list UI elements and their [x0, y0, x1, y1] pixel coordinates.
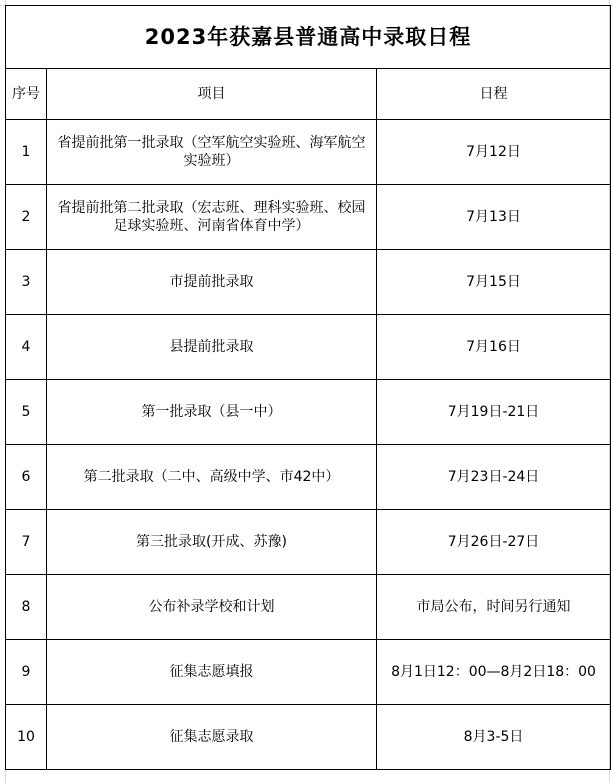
header-date[interactable]: 日程	[377, 69, 611, 120]
cell-no[interactable]: 2	[6, 185, 47, 250]
cell-no[interactable]: 3	[6, 250, 47, 315]
cell-item[interactable]: 征集志愿录取	[47, 705, 377, 770]
cell-item[interactable]: 第二批录取（二中、高级中学、市42中）	[47, 445, 377, 510]
table-row	[6, 250, 611, 315]
cell-item[interactable]: 第一批录取（县一中）	[47, 380, 377, 445]
table-row	[6, 445, 611, 510]
cell-no[interactable]: 7	[6, 510, 47, 575]
cell-no[interactable]: 9	[6, 640, 47, 705]
cell-item[interactable]: 省提前批第二批录取（宏志班、理科实验班、校园足球实验班、河南省体育中学）	[47, 185, 377, 250]
schedule-table	[5, 5, 611, 770]
header-item[interactable]: 项目	[47, 69, 377, 120]
table-row	[6, 120, 611, 185]
cell-no[interactable]: 1	[6, 120, 47, 185]
cell-no[interactable]: 5	[6, 380, 47, 445]
cell-date[interactable]: 7月13日	[377, 185, 611, 250]
cell-no[interactable]: 10	[6, 705, 47, 770]
cell-date[interactable]: 市局公布，时间另行通知	[377, 575, 611, 640]
cell-date[interactable]: 8月3-5日	[377, 705, 611, 770]
table-title[interactable]: 2023年获嘉县普通高中录取日程	[6, 6, 611, 69]
table-row	[6, 315, 611, 380]
table-row	[6, 510, 611, 575]
title-row	[6, 6, 611, 69]
cell-item[interactable]: 省提前批第一批录取（空军航空实验班、海军航空实验班）	[47, 120, 377, 185]
header-row	[6, 69, 611, 120]
cell-item[interactable]: 第三批录取(开成、苏豫)	[47, 510, 377, 575]
table-row	[6, 380, 611, 445]
cell-no[interactable]: 8	[6, 575, 47, 640]
table-row	[6, 575, 611, 640]
cell-date[interactable]: 7月23日-24日	[377, 445, 611, 510]
cell-date[interactable]: 8月1日12：00—8月2日18：00	[377, 640, 611, 705]
cell-item[interactable]: 县提前批录取	[47, 315, 377, 380]
table-row	[6, 185, 611, 250]
cell-date[interactable]: 7月16日	[377, 315, 611, 380]
cell-item[interactable]: 公布补录学校和计划	[47, 575, 377, 640]
cell-date[interactable]: 7月19日-21日	[377, 380, 611, 445]
cell-date[interactable]: 7月26日-27日	[377, 510, 611, 575]
header-no[interactable]: 序号	[6, 69, 47, 120]
cell-no[interactable]: 6	[6, 445, 47, 510]
cell-item[interactable]: 征集志愿填报	[47, 640, 377, 705]
cell-date[interactable]: 7月12日	[377, 120, 611, 185]
table-row	[6, 640, 611, 705]
cell-no[interactable]: 4	[6, 315, 47, 380]
table-row	[6, 705, 611, 770]
cell-date[interactable]: 7月15日	[377, 250, 611, 315]
cell-item[interactable]: 市提前批录取	[47, 250, 377, 315]
